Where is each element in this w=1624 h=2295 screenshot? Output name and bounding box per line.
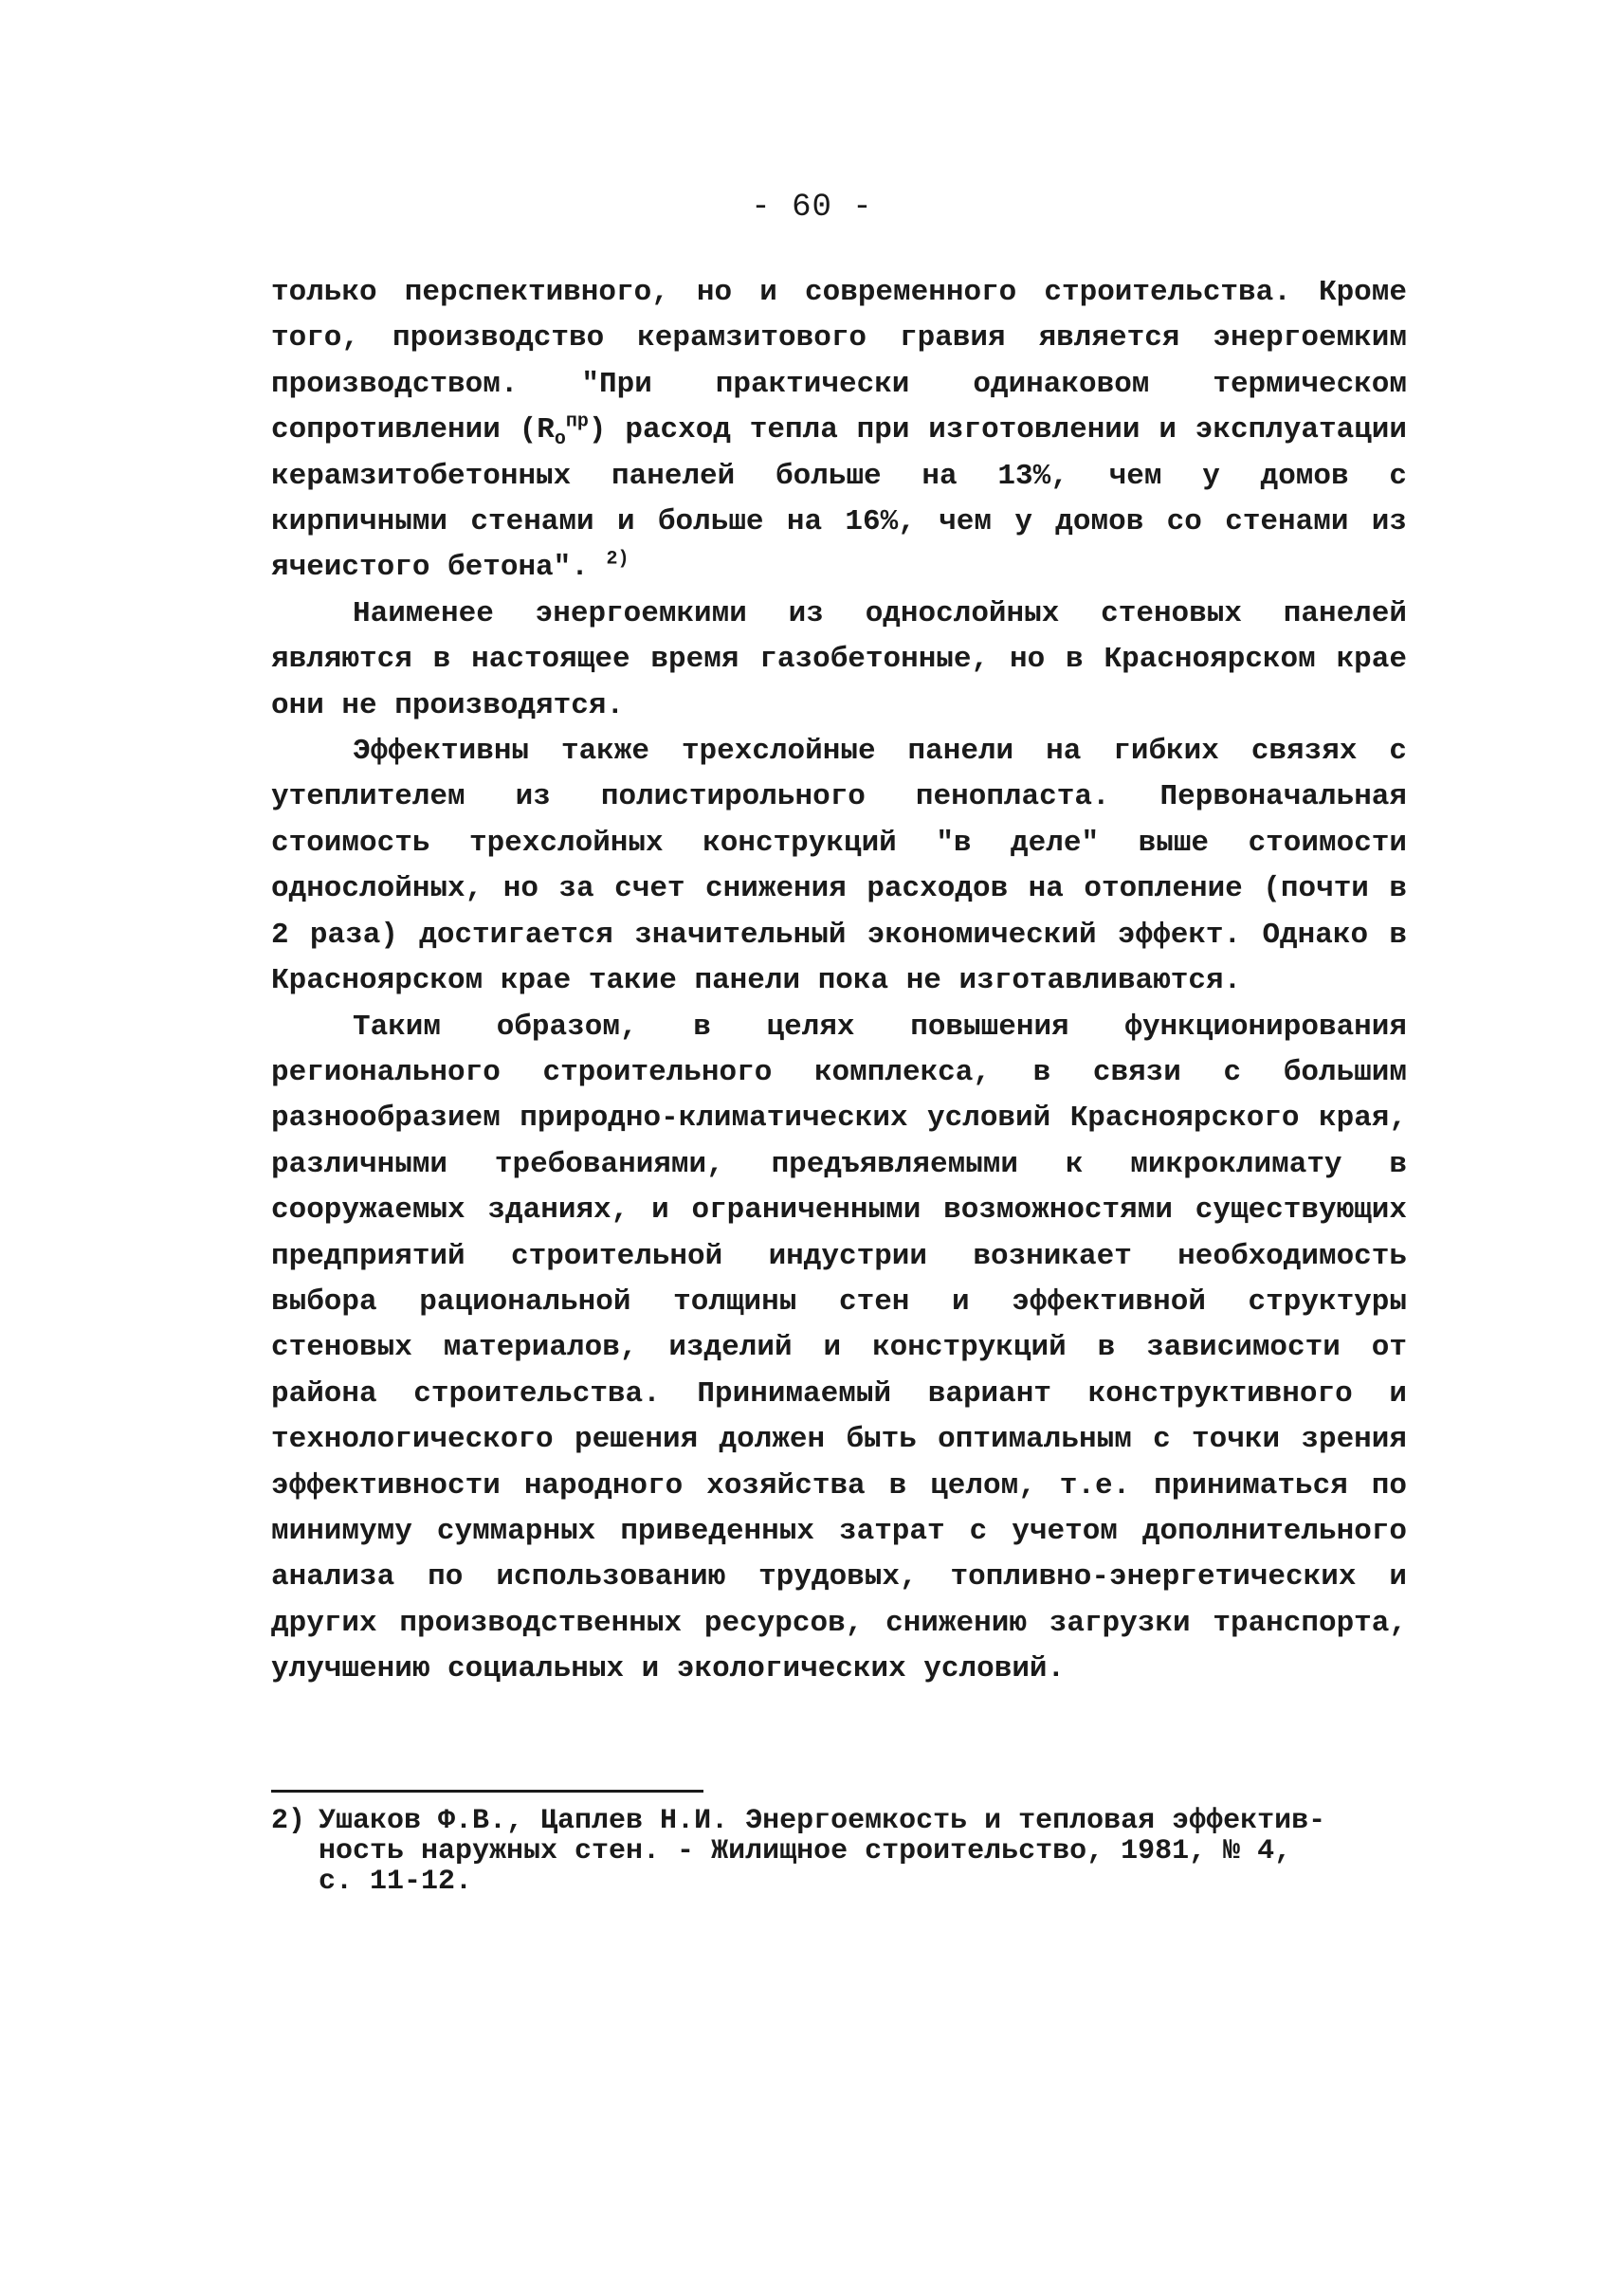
paragraph-1-text-cont: ) расход тепла при изготовлении и эксплуатации керамзитобетонных панелей больше на 13%, чем у домов с кирпичными стенами и больше на 16%, чем у домов со стенами из ячеистого бетона". — [271, 413, 1408, 585]
footnote-divider — [271, 1790, 703, 1793]
paragraph-4: Таким образом, в целях повышения функционирования регионального строительного комплекса, в связи с большим разнообразием природно-климатических условий Красноярского края, различными требованиями, предъявляемыми к микроклимату в сооружаемых зданиях, и ограниченными возможностями существующих предприятий строительной индустрии возникает необходимость выбора рациональной толщины стен и эффективной структуры стеновых материалов, изделий и конструкций в зависимости от района строительства. Принимаемый вариант конструктивного и технологического решения должен быть оптимальным с точки зрения эффективности народного хозяйства в целом, т.е. приниматься по минимуму суммарных приведенных затрат с учетом дополнительного анализа по использованию трудовых, топливно-энергетических и других производственных ресурсов, снижению загрузки транспорта, улучшению социальных и экологических условий. — [271, 1010, 1407, 1686]
footnote-line-1: 2) Ушаков Ф.В., Цаплев Н.И. Энергоемкость и тепловая эффектив- — [271, 1805, 1326, 1837]
paragraph-1 — [271, 270, 1407, 592]
thermal-resistance-symbol: $R_о^{пр}$ — [537, 410, 589, 451]
paragraph-1-text: только перспективного, но и современного строительства. Кроме того, производство керамзитового гравия является энергоемким производством. "При практически одинаковом термическом сопротивлении ( — [271, 276, 1407, 447]
footnote — [271, 1806, 1407, 1897]
footnote-line-2: ность наружных стен. - Жилищное строительство, 1981, № 4, — [319, 1835, 1292, 1867]
main-text — [271, 270, 1407, 1693]
paragraph-3: Эффективны также трехслойные панели на гибких связях с утеплителем из полистирольного пенопласта. Первоначальная стоимость трехслойных конструкций "в деле" выше стоимости однослойных, но за счет снижения расходов на отопление (почти в 2 раза) достигается значительный экономический эффект. Однако в Красноярском крае такие панели пока не изготавливаются. — [271, 735, 1407, 998]
paragraph-2: Наименее энергоемкими из однослойных стеновых панелей являются в настоящее время газобетонные, но в Красноярском крае они не производятся. — [271, 596, 1407, 722]
footnote-marker: 2) — [271, 1805, 306, 1837]
footnote-reference: 2) — [606, 549, 630, 572]
page-number: - 60 - — [751, 190, 873, 226]
footnote-line-3: с. 11-12. — [319, 1866, 473, 1898]
